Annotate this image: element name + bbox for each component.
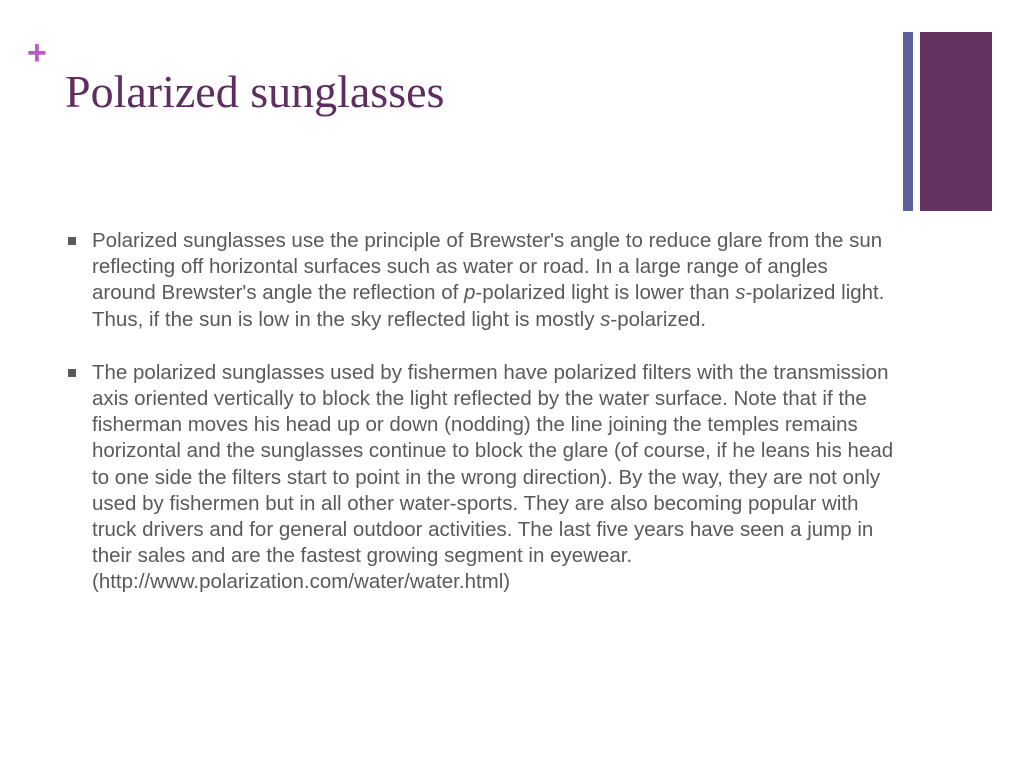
square-bullet-icon	[68, 237, 76, 245]
plus-decoration-icon: +	[27, 34, 47, 72]
bullet-text-segment: -polarized light. Thus, if the sun is low in the sky reflected light is mostly	[92, 281, 885, 331]
bullet-item-brewster	[66, 228, 896, 333]
italic-s: s	[735, 281, 746, 305]
italic-p: p	[463, 281, 476, 305]
bullet-text-segment: Polarized sunglasses use the principle of Brewster's angle to reduce glare from the sun reflecting off horizontal surfaces such as water or road. In a large range of angles around Brewster's angle the reflection of	[92, 229, 883, 305]
italic-s: s	[600, 307, 611, 331]
accent-bar-thick	[920, 32, 992, 211]
slide-title: Polarized sunglasses	[65, 66, 445, 117]
bullet-item-fishermen	[66, 360, 896, 596]
bullet-text	[92, 229, 884, 331]
bullet-text-segment: -polarized.	[610, 307, 707, 331]
square-bullet-icon	[68, 369, 76, 377]
bullet-list	[66, 228, 896, 623]
bullet-text: The polarized sunglasses used by fishermen have polarized filters with the transmission axis oriented vertically to block the light reflected by the water surface. Note that if the fisherman moves his head up or down (nodding) the line joining the temples remains horizontal and the sunglasses continue to block the glare (of course, if he leans his head to one side the filters start to point in the wrong direction). By the way, they are not only used by fishermen but in all other water-sports. They are also becoming popular with truck drivers and for general outdoor activities. The last five years have seen a jump in their sales and are the fastest growing segment in eyewear.(http://www.polarization.com/water/water.html)	[92, 360, 894, 594]
bullet-text-segment: -polarized light is lower than	[475, 281, 736, 305]
accent-bar-thin	[903, 32, 913, 211]
